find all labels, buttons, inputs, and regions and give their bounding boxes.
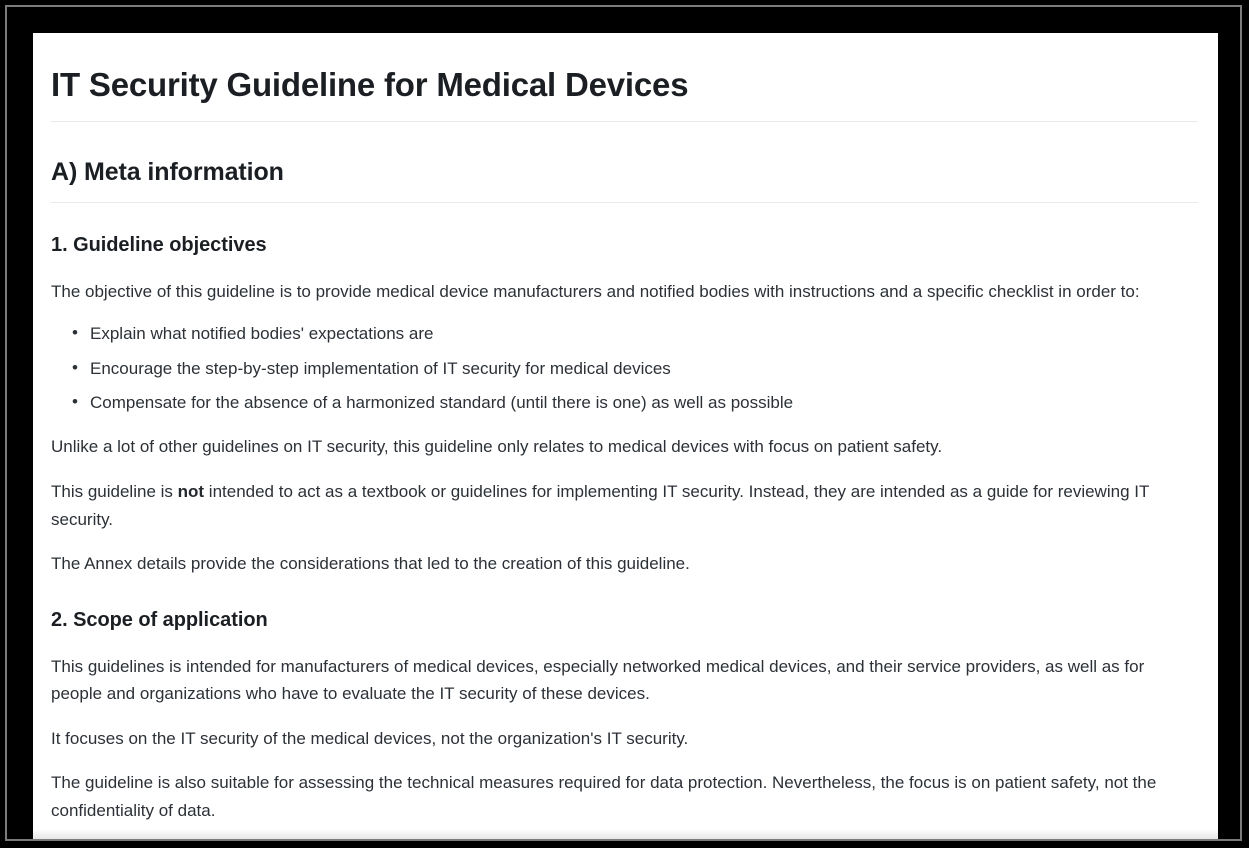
subsection-heading-guideline-objectives: 1. Guideline objectives	[51, 233, 267, 256]
paragraph-not-a-textbook	[51, 478, 1198, 533]
list-item: • Explain what notified bodies' expectations are	[90, 321, 1198, 347]
objectives-bullet-list	[51, 321, 1198, 416]
paragraph-data-protection: The guideline is also suitable for assessing the technical measures required for data protection. Nevertheless, the focus is on patient safety, not the confidentiality of data.	[51, 773, 1157, 820]
section-heading-meta-information: A) Meta information	[51, 153, 1198, 203]
paragraph-annex-details: The Annex details provide the considerations that led to the creation of this guideline.	[51, 554, 690, 574]
list-item: • Encourage the step-by-step implementation of IT security for medical devices	[90, 356, 1198, 382]
paragraph-text-before-bold: This guideline is	[51, 481, 178, 501]
page-bottom-fade	[33, 829, 1218, 839]
page-title: IT Security Guideline for Medical Devices	[51, 59, 1198, 122]
document-viewport	[7, 7, 1240, 839]
paragraph-patient-safety-focus: Unlike a lot of other guidelines on IT security, this guideline only relates to medical devices with focus on patient safety.	[51, 437, 943, 457]
paragraph-objective-intro: The objective of this guideline is to provide medical device manufacturers and notified bodies with instructions and a specific checklist in order to:	[51, 281, 1140, 301]
list-item: • Compensate for the absence of a harmonized standard (until there is one) as well as possible	[90, 390, 1198, 416]
emphasis-not: not	[177, 481, 205, 501]
document-page	[33, 33, 1218, 839]
subsection-heading-scope-of-application: 2. Scope of application	[51, 608, 268, 631]
document-content	[33, 33, 1218, 824]
paragraph-device-security-focus: It focuses on the IT security of the medical devices, not the organization's IT security.	[51, 728, 689, 748]
paragraph-intended-audience: This guidelines is intended for manufacturers of medical devices, especially networked medical devices, and their service providers, as well as for people and organizations who have to evaluate the IT security of these devices.	[51, 656, 1145, 704]
paragraph-text-after-bold: intended to act as a textbook or guidelines for implementing IT security. Instead, they are intended as a guide for reviewing IT security.	[51, 481, 1150, 529]
